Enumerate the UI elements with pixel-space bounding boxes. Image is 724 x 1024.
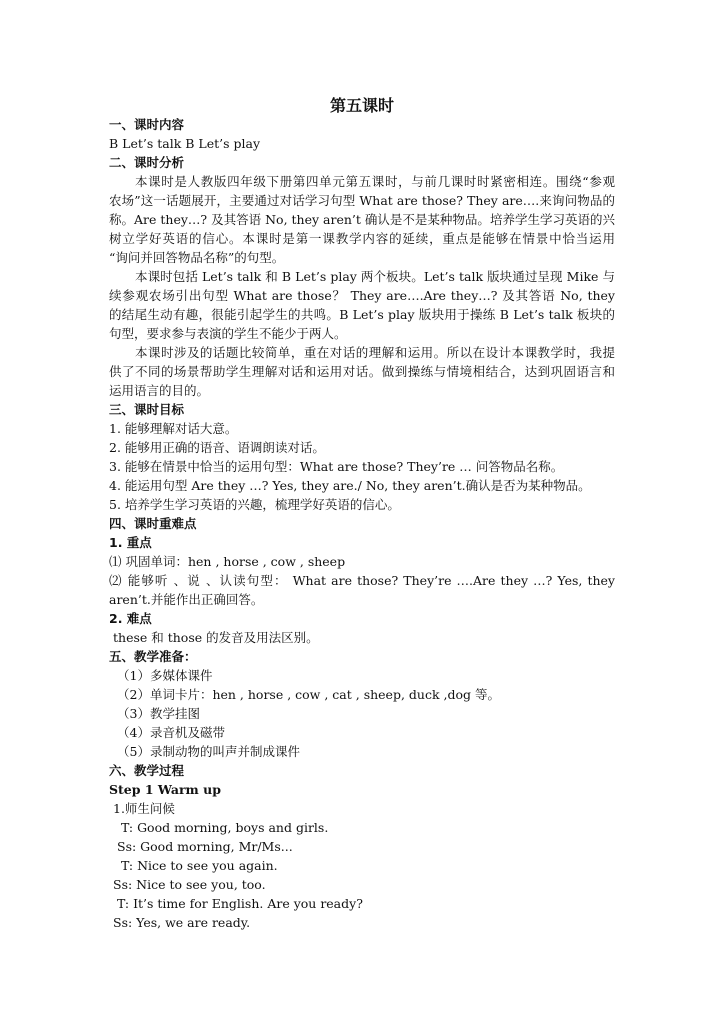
dialogue-line: Ss: Yes, we are ready. xyxy=(113,915,251,930)
section-heading: 三、课时目标 xyxy=(109,402,185,417)
goal-item: 4. 能运用句型 Are they …? Yes, they are./ No, they aren’t.确认是否为某种物品。 xyxy=(109,478,591,493)
document-page xyxy=(109,96,615,932)
text-line: 句型，要求参与表演的学生不能少于两人。 xyxy=(109,326,347,341)
analysis-paragraph-3 xyxy=(109,343,615,400)
prep-item: （1）多媒体课件 xyxy=(117,668,213,683)
prep-item: （4）录音机及磁带 xyxy=(117,725,225,740)
goal-item: 5. 培养学生学习英语的兴趣，梳理学好英语的信心。 xyxy=(109,497,400,512)
text-line: 农场”这一话题展开，主要通过对话学习句型 What are those? They are….来询问物品的 xyxy=(109,193,615,208)
dialogue-line: Ss: Nice to see you, too. xyxy=(113,877,266,892)
text-line: 的结尾生动有趣，很能引起学生的共鸣。B Let’s play 版块用于操练 B Let’s talk 板块的 xyxy=(109,307,615,322)
goal-item: 1. 能够理解对话大意。 xyxy=(109,421,238,436)
difficulty-text: these 和 those 的发音及用法区别。 xyxy=(113,630,319,645)
text-line: 本课时是人教版四年级下册第四单元第五课时，与前几课时时紧密相连。围绕“参观 xyxy=(135,174,615,189)
text-line: 运用语言的目的。 xyxy=(109,383,210,398)
analysis-paragraph-2 xyxy=(109,267,615,343)
key-point-1: ⑴ 巩固单词：hen , horse , cow , sheep xyxy=(109,554,346,569)
step-subheading: 1.师生问候 xyxy=(113,801,175,816)
dialogue-line: T: It’s time for English. Are you ready? xyxy=(117,896,363,911)
dialogue-line: Ss: Good morning, Mr/Ms... xyxy=(117,839,293,854)
text-line: 本课时涉及的话题比较简单，重在对话的理解和运用。所以在设计本课教学时，我提 xyxy=(135,345,615,360)
subheading-key-points: 1. 重点 xyxy=(109,535,152,550)
step-heading: Step 1 Warm up xyxy=(109,782,221,797)
page-title: 第五课时 xyxy=(329,96,394,115)
subheading-difficulties: 2. 难点 xyxy=(109,611,152,626)
prep-item: （2）单词卡片：hen , horse , cow , cat , sheep, duck ,dog 等。 xyxy=(117,687,500,702)
section-heading: 四、课时重难点 xyxy=(109,516,197,531)
key-point-2-line: ⑵ 能够听 、说 、认读句型： What are those? They’re ….Are they …? Yes, they xyxy=(109,573,615,588)
text-line: 续参观农场引出句型 What are those？ They are….Are they…? 及其答语 No, they xyxy=(109,288,615,303)
text-line: 本课时包括 Let’s talk 和 B Let’s play 两个板块。Let’s talk 版块通过呈现 Mike 与 xyxy=(135,269,615,284)
section-heading: 一、课时内容 xyxy=(109,117,185,132)
dialogue-line: T: Nice to see you again. xyxy=(121,858,278,873)
lesson-content: B Let’s talk B Let’s play xyxy=(109,136,261,151)
section-heading: 五、教学准备： xyxy=(109,649,197,664)
text-line: 称。Are they…? 及其答语 No, they aren’t 确认是不是某种物品。培养学生学习英语的兴 xyxy=(109,212,615,227)
goal-item: 2. 能够用正确的语音、语调朗读对话。 xyxy=(109,440,325,455)
text-line: “询问并回答物品名称”的句型。 xyxy=(109,250,285,265)
section-heading: 二、课时分析 xyxy=(109,155,185,170)
prep-item: （5）录制动物的叫声并制成课件 xyxy=(117,744,300,759)
prep-item: （3）教学挂图 xyxy=(117,706,200,721)
section-heading: 六、教学过程 xyxy=(109,763,185,778)
goal-item: 3. 能够在情景中恰当的运用句型：What are those? They’re … 问答物品名称。 xyxy=(109,459,564,474)
analysis-paragraph-1 xyxy=(109,172,615,267)
key-point-2-line: aren’t.并能作出正确回答。 xyxy=(109,592,264,607)
text-line: 树立学好英语的信心。本课时是第一课教学内容的延续，重点是能够在情景中恰当运用 xyxy=(109,231,615,246)
text-line: 供了不同的场景帮助学生理解对话和运用对话。做到操练与情境相结合，达到巩固语言和 xyxy=(109,364,615,379)
dialogue-line: T: Good morning, boys and girls. xyxy=(121,820,329,835)
